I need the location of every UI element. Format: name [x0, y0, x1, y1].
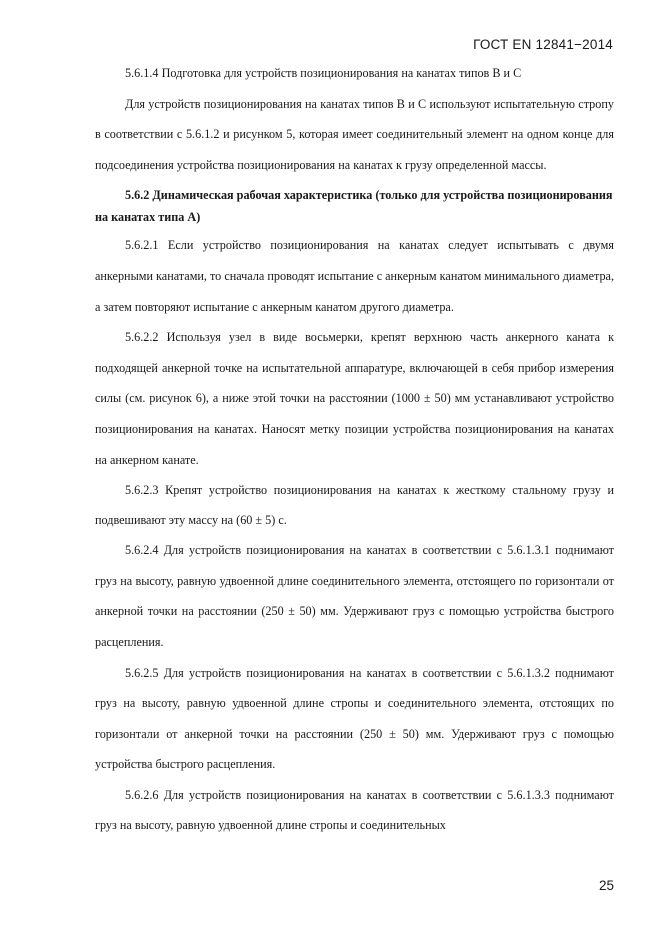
standard-header: ГОСТ EN 12841−2014 — [473, 37, 613, 52]
paragraph-5-6-2-2: 5.6.2.2 Используя узел в виде восьмерки, крепят верхнюю часть анкерного каната к подходящей анкерной точке на испытательной аппаратуре, включающей в себя прибор измерения силы (см. рисунок 6), а ниже этой точки на расстоянии (1000 ± 50) мм устанавливают устройство позиционирования на канатах. Наносят метку позиции устройства позиционирования на канатах на анкерном канате. — [95, 330, 614, 467]
paragraph-5-6-2-4: 5.6.2.4 Для устройств позиционирования на канатах в соответствии с 5.6.1.3.1 поднимают груз на высоту, равную удвоенной длине соединительного элемента, отстоящего по горизонтали от анкерной точки на расстоянии (250 ± 50) мм. Удерживают груз с помощью устройства быстрого расцепления. — [95, 543, 614, 649]
paragraph-5-6-2-6: 5.6.2.6 Для устройств позиционирования на канатах в соответствии с 5.6.1.3.3 поднимают груз на высоту, равную удвоенной длине стропы и соединительных — [95, 787, 614, 833]
paragraph-5-6-2-5: 5.6.2.5 Для устройств позиционирования на канатах в соответствии с 5.6.1.3.2 поднимают груз на высоту, равную удвоенной длине стропы и соединительного элемента, отстоящих по горизонтали от анкерной точки на расстоянии (250 ± 50) мм. Удерживают груз с помощью устройства быстрого расцепления. — [95, 665, 614, 772]
paragraph-types-b-c: Для устройств позиционирования на канатах типов В и С используют испытательную стропу в соответствии с 5.6.1.2 и рисунком 5, которая имеет соединительный элемент на одном конце для подсоединения устройства позиционирования на канатах к грузу определенной массы. — [95, 96, 614, 172]
paragraph-5-6-2-1: 5.6.2.1 Если устройство позиционирования на канатах следует испытывать с двумя анкерными канатами, то сначала проводят испытание с анкерным канатом минимального диаметра, а затем повторяют испытание с анкерным канатом другого диаметра. — [95, 238, 615, 314]
body-text — [95, 58, 614, 841]
paragraph-5-6-1-4: 5.6.1.4 Подготовка для устройств позиционирования на канатах типов В и С — [125, 66, 522, 80]
page-number: 25 — [598, 878, 614, 893]
paragraph-5-6-2-3: 5.6.2.3 Крепят устройство позиционирования на канатах к жесткому стальному грузу и подвешивают эту массу на (60 ± 5) с. — [95, 483, 614, 528]
section-heading-5-6-2: 5.6.2 Динамическая рабочая характеристика (только для устройства позиционирования на канатах типа А) — [95, 188, 613, 225]
